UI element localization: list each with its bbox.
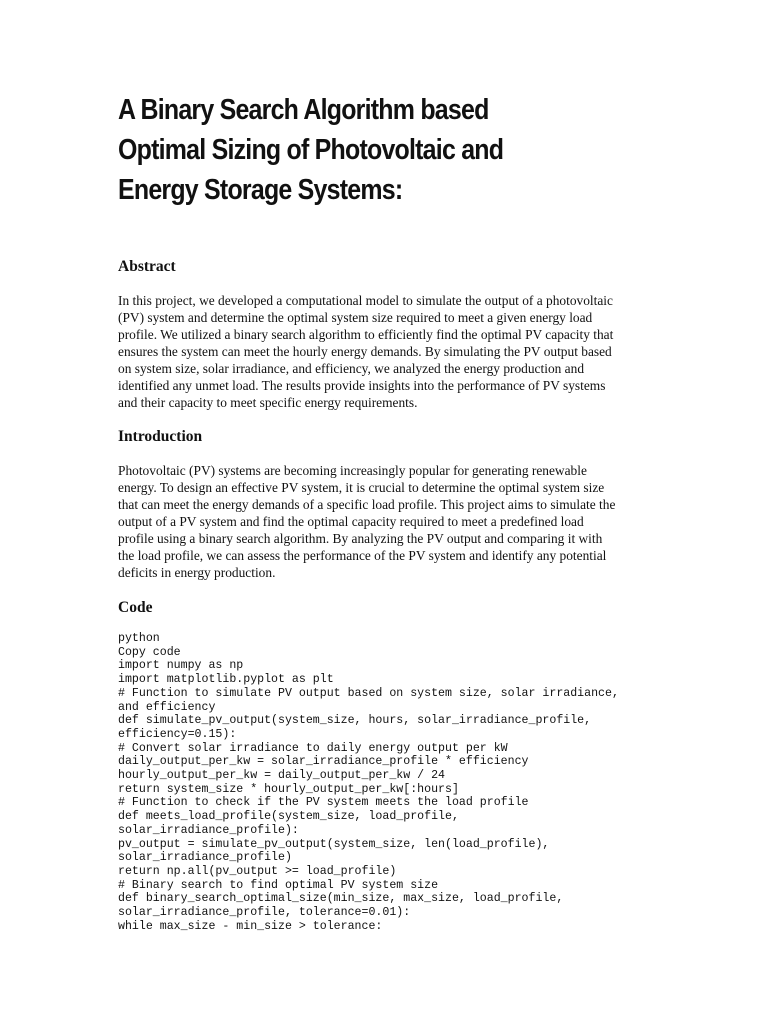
code-line: Copy code <box>118 645 181 659</box>
code-line: pv_output = simulate_pv_output(system_size, len(load_profile), <box>118 837 550 851</box>
code-line: return np.all(pv_output >= load_profile) <box>118 864 397 878</box>
code-line: # Convert solar irradiance to daily energy output per kW <box>118 741 508 755</box>
title-line: Optimal Sizing of Photovoltaic and <box>118 134 504 166</box>
paragraph-line: In this project, we developed a computational model to simulate the output of a photovoltaic <box>118 293 613 308</box>
paragraph-line: that can meet the energy demands of a specific load profile. This project aims to simulate the <box>118 497 616 512</box>
code-line: solar_irradiance_profile): <box>118 823 299 837</box>
code-heading: Code <box>118 599 153 616</box>
abstract-paragraph <box>118 292 658 411</box>
paragraph-line: output of a PV system and find the optimal capacity required to meet a predefined load <box>118 514 584 529</box>
paragraph-line: identified any unmet load. The results provide insights into the performance of PV systems <box>118 378 606 393</box>
code-line: efficiency=0.15): <box>118 727 237 741</box>
paragraph-line: the load profile, we can assess the performance of the PV system and identify any potential <box>118 548 607 563</box>
code-line: daily_output_per_kw = solar_irradiance_profile * efficiency <box>118 755 529 769</box>
abstract-heading: Abstract <box>118 258 176 275</box>
code-block <box>118 632 619 933</box>
title-line: A Binary Search Algorithm based <box>118 94 489 126</box>
paragraph-line: Photovoltaic (PV) systems are becoming increasingly popular for generating renewable <box>118 463 587 478</box>
document-title <box>118 90 565 210</box>
code-line: and efficiency <box>118 700 216 714</box>
code-line: # Function to check if the PV system meets the load profile <box>118 796 529 810</box>
paragraph-line: and their capacity to meet specific energy requirements. <box>118 395 418 410</box>
code-line: def binary_search_optimal_size(min_size, max_size, load_profile, <box>118 892 564 906</box>
paragraph-line: ensures the system can meet the hourly energy demands. By simulating the PV output based <box>118 344 612 359</box>
code-line: python <box>118 632 160 645</box>
introduction-paragraph <box>118 462 658 581</box>
code-line: import matplotlib.pyplot as plt <box>118 673 334 687</box>
paragraph-line: on system size, solar irradiance, and efficiency, we analyzed the energy production and <box>118 361 585 376</box>
introduction-heading: Introduction <box>118 428 203 445</box>
paragraph-line: deficits in energy production. <box>118 565 276 580</box>
code-line: # Binary search to find optimal PV system size <box>118 878 439 892</box>
code-line: # Function to simulate PV output based on system size, solar irradiance, <box>118 686 619 700</box>
code-line: def simulate_pv_output(system_size, hours, solar_irradiance_profile, <box>118 714 592 728</box>
code-line: solar_irradiance_profile) <box>118 851 292 865</box>
code-line: solar_irradiance_profile, tolerance=0.01): <box>118 906 411 920</box>
paragraph-line: energy. To design an effective PV system, it is crucial to determine the optimal system size <box>118 480 605 495</box>
code-line: hourly_output_per_kw = daily_output_per_kw / 24 <box>118 769 445 783</box>
title-line: Energy Storage Systems: <box>118 174 403 206</box>
code-line: return system_size * hourly_output_per_kw[:hours] <box>118 782 459 796</box>
paragraph-line: (PV) system and determine the optimal system size required to meet a given energy load <box>118 310 593 325</box>
paragraph-line: profile. We utilized a binary search algorithm to efficiently find the optimal PV capacity that <box>118 327 614 342</box>
paragraph-line: profile using a binary search algorithm. By analyzing the PV output and comparing it with <box>118 531 603 546</box>
code-line: import numpy as np <box>118 659 244 673</box>
code-line: while max_size - min_size > tolerance: <box>118 919 383 933</box>
code-line: def meets_load_profile(system_size, load_profile, <box>118 810 459 824</box>
